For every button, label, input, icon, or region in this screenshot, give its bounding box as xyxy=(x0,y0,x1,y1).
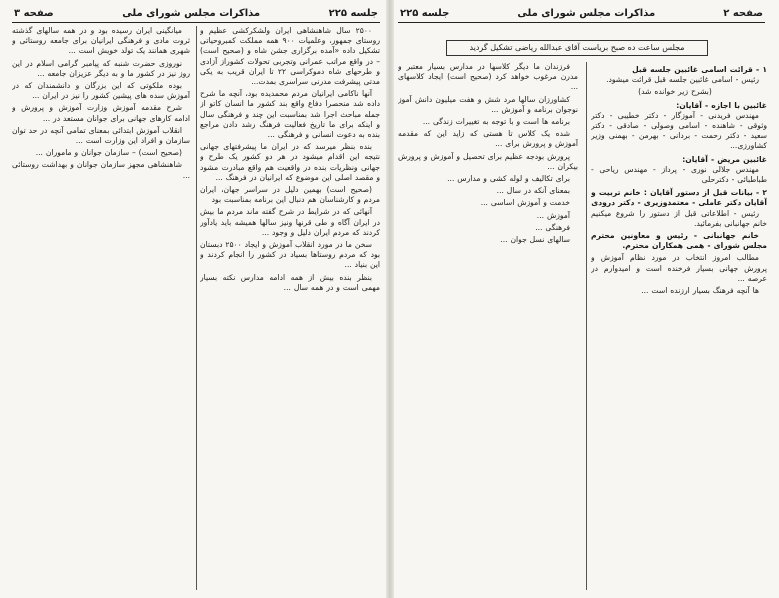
agenda-heading: ۲ - بیانات قبل از دستور آقایان : خانم تربیت و آقایان دکتر عاملی - معتمدوزیری - دکتر درودی xyxy=(591,188,767,208)
paragraph: آموزش ... xyxy=(536,210,570,220)
paragraph: مهندس جلالی نوری - پرداز - مهندس ریاحی - طباطبائی - دکترحلی xyxy=(591,164,767,185)
left-page xyxy=(0,0,388,598)
paragraph: سالهای نسل جوان ... xyxy=(500,235,570,245)
left-page-header xyxy=(12,4,380,23)
paragraph: آنها ناکامی ایرانیان مردم محمدیده بود، آنچه ما شرح داده شد منحصرا دفاع واقع بند کشور ما انسان کاتو از جمله مباحث اجرا شد بمناسبت این چند و فرهنگی سال و اینکه برای ما تاریخ فعالیت فرهنگ رشد دادن مراجع بنده به دعوت انسانی و فرهنگی ... xyxy=(200,89,380,140)
paragraph: برنامه ها است و با توجه به تغییرات زندگی ... xyxy=(422,117,570,127)
session-opening-note: مجلس ساعت ده صبح بریاست آقای عبدالله ریاضی تشکیل گردید xyxy=(446,40,708,56)
paragraph: مهندس فریدنی - آموزگار - دکتر خطیبی - دکتر وثوقی - شاهنده - اسامی وصولی - صادقی - دکتر سعید - دکتر رحمت - بردانی - بهرمن - بهمنی وزیر کشاورزی... xyxy=(591,110,767,151)
right-page xyxy=(392,0,779,598)
paragraph: بنظر بنده بیش از همه ادامه مدارس نکته بسیار مهمی است و در همه سال ... xyxy=(200,272,380,292)
paragraph: بمعنای آنکه در سال ... xyxy=(496,186,570,196)
paragraph: شرح مقدمه آموزش وزارت آموزش و پرورش و ادامه کارهای جهانی برای جوانان مستعد در ... xyxy=(12,103,190,123)
subheading: غائبین مریض - آقایان: xyxy=(682,154,767,164)
paragraph: (صحیح است) – سازمان جوانان و ماموران ... xyxy=(35,148,182,158)
paragraph: ۲۵۰۰ سال شاهنشاهی ایران ولشکرکشی عظیم و روستای جمهور، وعلمیات ۹۰۰ همه مملکت کمبروحیاتی تشکیل داده «آمده برگزاری جشن شاه و (صحیح است) – در واقع مراتب عمرانی وتجربی تحولات کشوراز آزادی و طرحهای شاه دموکراسی ۲۲ تا ایران قریب به یکی مدتی پیشرفت مدرنی سراسری بمدت... xyxy=(200,26,380,87)
paragraph: بوده ملکوتی که این بزرگان و دانشمندان که در آموزش سده های پیشین کشور را نیز در ایران ... xyxy=(12,81,190,101)
right-session-label: جلسه ۲۲۵ xyxy=(400,7,450,19)
paragraph: رئیس - اسامی غائبین جلسه قبل قرائت میشود. xyxy=(606,75,759,85)
paragraph: شده یک کلاس تا هستی که زاید این که مقدمه آموزش و پرورش برای ... xyxy=(398,129,578,149)
paragraph: انقلاب آموزش ابتدائی بمعنای تمامی آنچه در حد توان سازمان و افراد این وزارت است ... xyxy=(12,125,190,146)
paragraph: فرهنگی ... xyxy=(535,222,570,232)
left-session-label: جلسه ۲۲۵ xyxy=(328,7,378,19)
right-page-left-column xyxy=(398,62,578,592)
paragraph: سخن ما در مورد انقلاب آموزش و ایجاد ۲۵۰۰ دبستان بود که مردم روستاها بسیاد در کشور را انجام کردند و این بنیاد ... xyxy=(200,240,380,270)
paragraph: آنهائی که در شرایط در شرح گفته ماند مردم ما بیش در ایران آگاه و طی قرنها ونیز سالها همیشه باید یادآور کردند که مردم ایران دلیل و وجود ... xyxy=(200,207,380,237)
left-page-right-column xyxy=(200,26,380,592)
paragraph: خانم جهانبانی - رئیس و معاونین محترم مجلس شورای - همی همکاران محترم. xyxy=(591,231,767,251)
paragraph: رئیس - اطلاعاتی قبل از دستور را شروع میکنیم خانم جهانبانی بفرمائید. xyxy=(591,208,767,228)
column-divider xyxy=(586,62,587,590)
paragraph: خدمت و آموزش اساسی ... xyxy=(480,198,570,208)
paragraph: شاهنشاهی مجهز سازمان جوانان و بهداشت روستائی ... xyxy=(12,160,190,180)
right-page-header xyxy=(398,4,765,23)
column-divider xyxy=(196,26,197,590)
paragraph: کشاورزان سالها مرد شش و هفت میلیون دانش آموز نوجوان برنامه و آموزش ... xyxy=(398,94,578,114)
paragraph: میانگینی ایران رسیده بود و در همه سالهای گذشته ثروت مادی و فرهنگی ایرانیان برای جامعه روستائی و شهری همانند یک تولد خویش است ... xyxy=(12,26,190,56)
paragraph: مطالب امروز انتخاب در مورد نظام آموزش و پرورش جهانی بسیار فرخنده است و امیدوارم در عرصه ... xyxy=(591,253,767,283)
left-header-title: مذاکرات مجلس شورای ملی xyxy=(122,7,261,19)
paragraph: (صحیح است) بهمین دلیل در سراسر جهان، ایران مردم و کارشناسان هم دنبال این برنامه بمناسبت بود xyxy=(200,185,380,205)
agenda-heading: ۱ - قرائت اسامی غائبین جلسه قبل xyxy=(632,65,767,74)
right-page-number: صفحه ۲ xyxy=(723,7,763,19)
paragraph: (بشرح زیر خوانده شد) xyxy=(638,87,712,97)
left-page-number: صفحه ۳ xyxy=(14,7,54,19)
paragraph: نوروزی حضرت شنبه که پیامبر گرامی اسلام در این روز نیز در کشور ما و به دیگر عزیزان جامعه ... xyxy=(12,58,190,78)
paragraph: ها آنچه فرهنگ بسیار ارزنده است ... xyxy=(641,286,759,296)
paragraph: فرزندان ما دیگر کلاسها در مدارس بسیار معتبر و مدرن مرغوب خواهد کرد (صحیح است) ایجاد کلاسهای ... xyxy=(398,62,578,92)
paragraph: بنده بنظر میرسد که در ایران ما پیشرفتهای جهانی نتیجه این اقدام میشود در هر دو کشور یک طرح و جهانی ونظریات بنده در واقعیت هم واقع مبادرت مشود و مقصد اصلی این موضوع که ایرانیان در فرهنگ ... xyxy=(200,142,380,182)
paragraph: پرورش بودجه عظیم برای تحصیل و آموزش و پرورش بیکران ... xyxy=(398,151,578,171)
right-header-title: مذاکرات مجلس شورای ملی xyxy=(517,7,656,19)
right-page-right-column xyxy=(591,62,767,592)
subheading: غائبین با اجازه - آقایان: xyxy=(676,100,767,110)
paragraph: برای تکالیف و لوله کشی و مدارس ... xyxy=(447,174,570,184)
left-page-left-column xyxy=(12,26,190,592)
